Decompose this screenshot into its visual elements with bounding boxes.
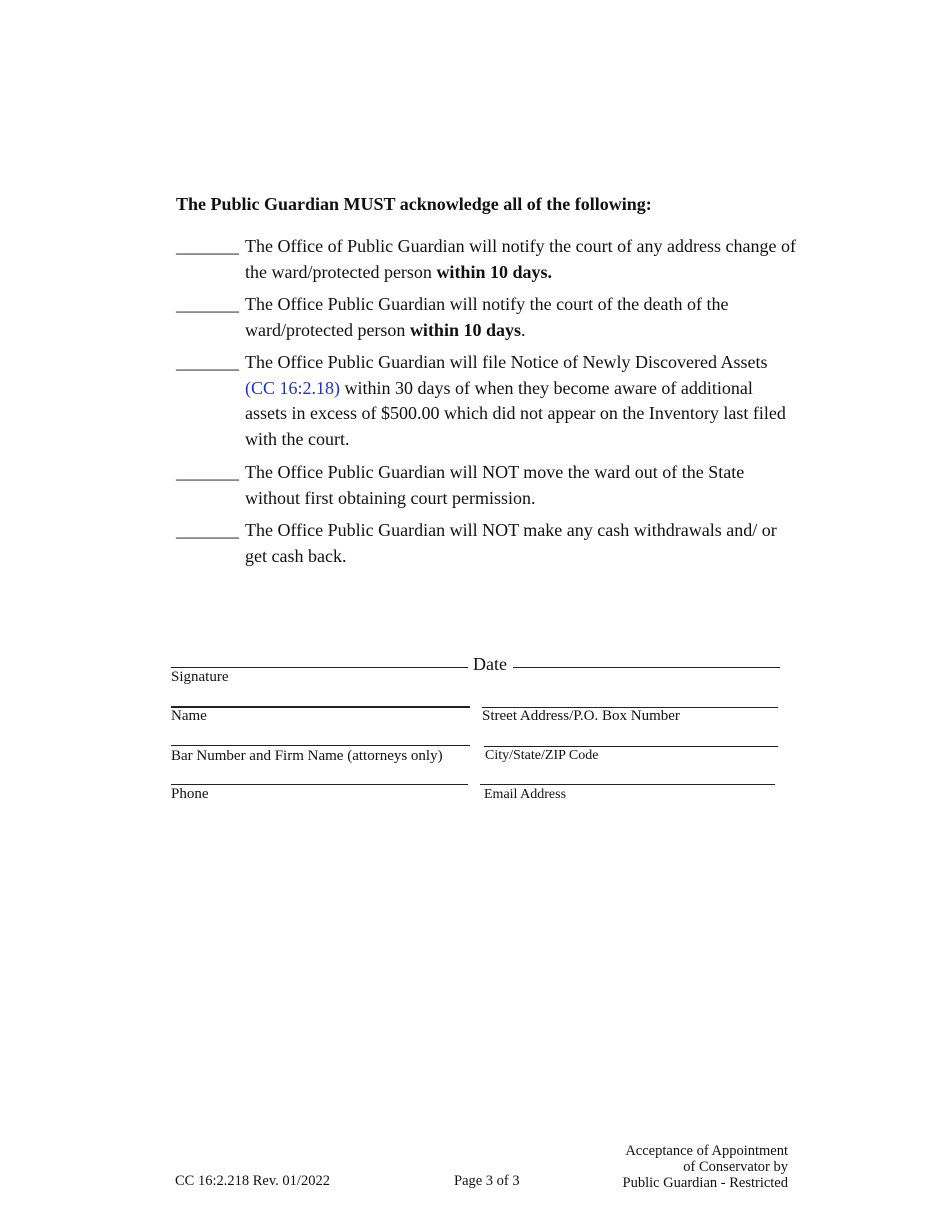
bar-label: Bar Number and Firm Name (attorneys only) (171, 748, 443, 764)
acknowledgment-item-cash (176, 518, 796, 569)
cc-form-link[interactable]: (CC 16:2.18) (245, 377, 341, 398)
form-number: CC 16:2.218 Rev. 01/2022 (175, 1173, 330, 1189)
phone-line[interactable] (171, 784, 468, 785)
page-number: Page 3 of 3 (454, 1173, 520, 1189)
acknowledgment-item-state (176, 460, 796, 511)
city-label: City/State/ZIP Code (485, 748, 599, 763)
date-label: Date (473, 654, 507, 674)
acknowledgment-item-death (176, 292, 796, 343)
initial-blank[interactable]: _______ (176, 462, 239, 482)
street-label: Street Address/P.O. Box Number (482, 708, 680, 724)
initial-blank[interactable]: _______ (176, 520, 239, 540)
acknowledgment-text: The Office Public Guardian will notify the court of the death of the ward/protected person within 10 days. (245, 294, 729, 340)
signature-line[interactable] (171, 667, 468, 668)
phone-label: Phone (171, 786, 209, 802)
initial-blank[interactable]: _______ (176, 294, 239, 314)
section-heading: The Public Guardian MUST acknowledge all of the following: (176, 194, 652, 214)
acknowledgment-text: The Office Public Guardian will file Notice of Newly Discovered Assets (CC 16:2.18) within 30 days of when they become aware of additional assets in excess of $500.00 which did not appear on the Inventory last filed with the court. (245, 352, 786, 449)
email-label: Email Address (484, 787, 567, 802)
acknowledgment-text: The Office of Public Guardian will notify the court of any address change of the ward/protected person within 10 days. (245, 236, 796, 282)
acknowledgment-item-assets (176, 350, 796, 452)
name-line[interactable] (171, 706, 470, 708)
initial-blank[interactable]: _______ (176, 352, 239, 372)
acknowledgment-text: The Office Public Guardian will NOT make any cash withdrawals and/ or get cash back. (245, 520, 777, 566)
form-title: Acceptance of Appointment of Conservator by Public Guardian - Restricted (622, 1143, 788, 1191)
signature-label: Signature (171, 669, 229, 685)
name-label: Name (171, 708, 207, 724)
city-line[interactable] (484, 746, 778, 747)
date-line[interactable] (513, 667, 780, 668)
email-line[interactable] (480, 784, 775, 785)
acknowledgment-item-address (176, 234, 796, 285)
initial-blank[interactable]: _______ (176, 236, 239, 256)
acknowledgment-text: The Office Public Guardian will NOT move the ward out of the State without first obtaining court permission. (245, 462, 745, 508)
bar-line[interactable] (171, 745, 470, 746)
